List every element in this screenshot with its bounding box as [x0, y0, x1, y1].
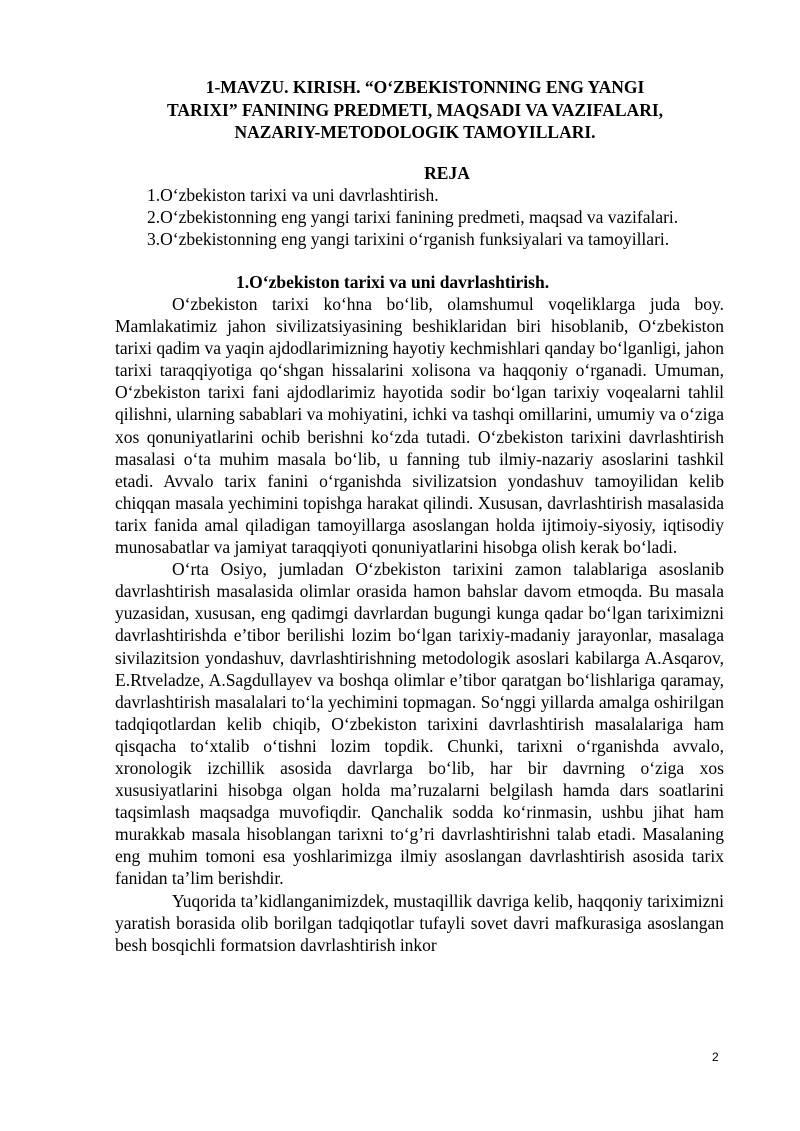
paragraph: O‘rta Osiyo, jumladan O‘zbekiston tarixini zamon talablariga asoslanib davrlashtirish masalasida olimlar orasida hamon bahslar davom etmoqda. Bu masala yuzasidan, xususan, eng qadimgi davrlardan bugungi kunga qadar bo‘lgan tariximizni davrlashtirishda e’tibor berilishi lozim bo‘lgan tarixiy-madaniy jarayonlar, masalaga sivilazitsion yondashuv, davrlashtirishning metodologik asoslari kabilarga A.Asqarov, E.Rtveladze, A.Sagdullayev va boshqa olimlar e’tibor qaratgan bo‘lishlariga qaramay, davrlashtirish masalalari to‘la yechimini topmagan. So‘nggi yillarda amalga oshirilgan tadqiqotlardan kelib chiqib, O‘zbekiston tarixini davrlashtirish masalalariga ham qisqacha to‘xtalib o‘tishni lozim topdik. Chunki, tarixni o‘rganishda avvalo, xronologik izchillik asosida davrlarga bo‘lib, har bir davrning o‘ziga xos xususiyatlarini hisobga olgan holda ma’ruzalarni belgilash hamda dars soatlarini taqsimlash maqsadga muvofiqdir. Qanchalik sodda ko‘rinmasin, ushbu jihat ham murakkab masala hisoblangan tarixni to‘g’ri davrlashtirishni talab etadi. Masalaning eng muhim tomoni esa yoshlarimizga ilmiy asoslangan davrlashtirish asosida tarix fanidan ta’lim berishdir.: [115, 559, 724, 889]
plan-item: 1.O‘zbekiston tarixi va uni davrlashtirish.: [147, 185, 439, 205]
title-line: 1-MAVZU. KIRISH. “O‘ZBEKISTONNING ENG YANGI: [205, 77, 645, 97]
section-heading: 1.O‘zbekiston tarixi va uni davrlashtirish.: [236, 272, 550, 292]
plan-item: 2.O‘zbekistonning eng yangi tarixi fanining predmeti, maqsad va vazifalari.: [147, 207, 679, 228]
body-text: [115, 293, 724, 956]
document-title: [115, 76, 715, 144]
title-line: TARIXI” FANINING PREDMETI, MAQSADI VA VAZIFALARI,: [166, 99, 664, 120]
paragraph: O‘zbekiston tarixi ko‘hna bo‘lib, olamshumul voqeliklarga juda boy. Mamlakatimiz jahon sivilizatsiyasining beshiklaridan biri hisoblanib, O‘zbekiston tarixi qadim va yaqin ajdodlarimizning hayotiy kechmishlari qanday bo‘lganligi, jahon tarixi taraqqiyotiga qo‘shgan hissalarini xolisona va haqqoniy o‘rganadi. Umuman, O‘zbekiston tarixi fani ajdodlarimiz hayotida sodir bo‘lgan tarixiy voqealarni tahlil qilishni, ularning sabablari va mohiyatini, ichki va tashqi omillarini, umumiy va o‘ziga xos qonuniyatlarini ochib berishni ko‘zda tutadi. O‘zbekiston tarixini davrlashtirish masalasi o‘ta muhim masala bo‘lib, u fanning tub ilmiy-nazariy asoslarini tashkil etadi. Avvalo tarix fanini o‘rganishda sivilizatsion yondashuv tamoyilidan kelib chiqqan masala yechimini topishga harakat qilindi. Xususan, davrlashtirish masalasida tarix fanida amal qiladigan tamoyillarga asoslangan holda ijtimoiy-siyosiy, iqtisodiy munosabatlar va jamiyat taraqqiyoti qonuniyatlarini hisobga olish kerak bo‘ladi.: [115, 294, 724, 558]
page-number: 2: [712, 1050, 719, 1064]
plan-heading: REJA: [424, 163, 470, 183]
plan-list: [147, 184, 678, 251]
paragraph: Yuqorida ta’kidlanganimizdek, mustaqillik davriga kelib, haqqoniy tariximizni yaratish borasida olib borilgan tadqiqotlar tufayli sovet davri mafkurasiga asoslangan besh bosqichli formatsion davrlashtirish inkor: [115, 890, 724, 955]
plan-item: 3.O‘zbekistonning eng yangi tarixini o‘rganish funksiyalari va tamoyillari.: [147, 229, 670, 250]
title-line: NAZARIY-METODOLOGIK TAMOYILLARI.: [234, 122, 596, 142]
